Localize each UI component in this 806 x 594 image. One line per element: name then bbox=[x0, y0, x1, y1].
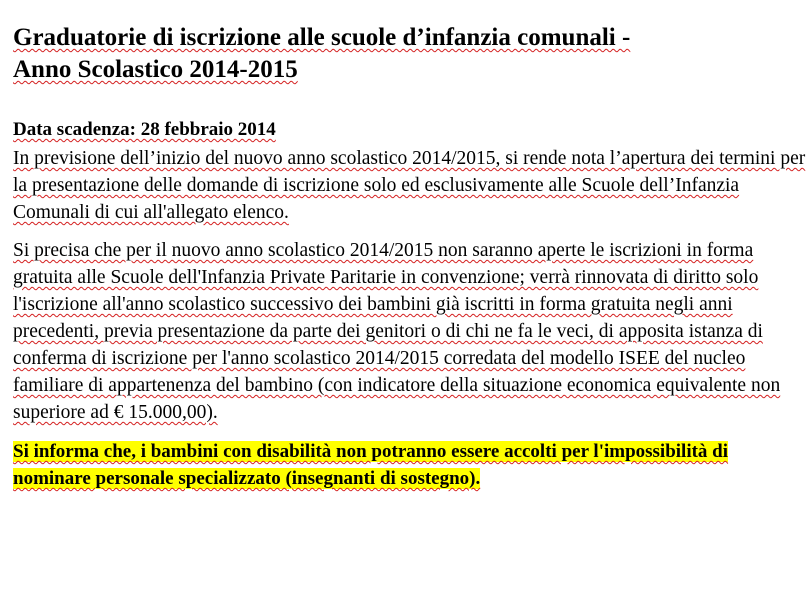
title-line-1: Graduatorie di iscrizione alle scuole d’infanzia comunali - bbox=[13, 24, 631, 51]
title-line-2: Anno Scolastico 2014-2015 bbox=[13, 56, 298, 83]
disability-notice-text: Si informa che, i bambini con disabilità non potranno essere accolti per l'impossibilità di nominare personale specializzato (insegnanti di sostegno). bbox=[13, 441, 729, 489]
paragraph-details-text: Si precisa che per il nuovo anno scolastico 2014/2015 non saranno aperte le iscrizioni in forma gratuita alle Scuole dell'Infanzia Private Paritarie in convenzione; verrà rinnovata di diritto solo l'iscrizione all'anno scolastico successivo dei bambini già iscritti in forma gratuita negli anni precedenti, previa presentazione da parte dei genitori o di chi ne fa le veci, di apposita istanza di conferma di iscrizione per l'anno scolastico 2014/2015 corredata del modello ISEE del nucleo familiare di appartenenza del bambino (con indicatore della situazione economica equivalente non superiore ad € 15.000,00). bbox=[13, 240, 781, 423]
document-title bbox=[13, 22, 806, 86]
paragraph-intro bbox=[13, 145, 806, 226]
disability-notice bbox=[13, 438, 806, 492]
deadline-text bbox=[13, 118, 806, 142]
paragraph-intro-text: In previsione dell’inizio del nuovo anno scolastico 2014/2015, si rende nota l’apertura dei termini per la presentazione delle domande di iscrizione solo ed esclusivamente alle Scuole dell’Infanzia Comunali di cui all'allegato elenco. bbox=[13, 148, 806, 223]
document-body bbox=[13, 22, 806, 492]
paragraph-details bbox=[13, 237, 806, 426]
deadline-label: Data scadenza: 28 febbraio 2014 bbox=[13, 119, 276, 140]
